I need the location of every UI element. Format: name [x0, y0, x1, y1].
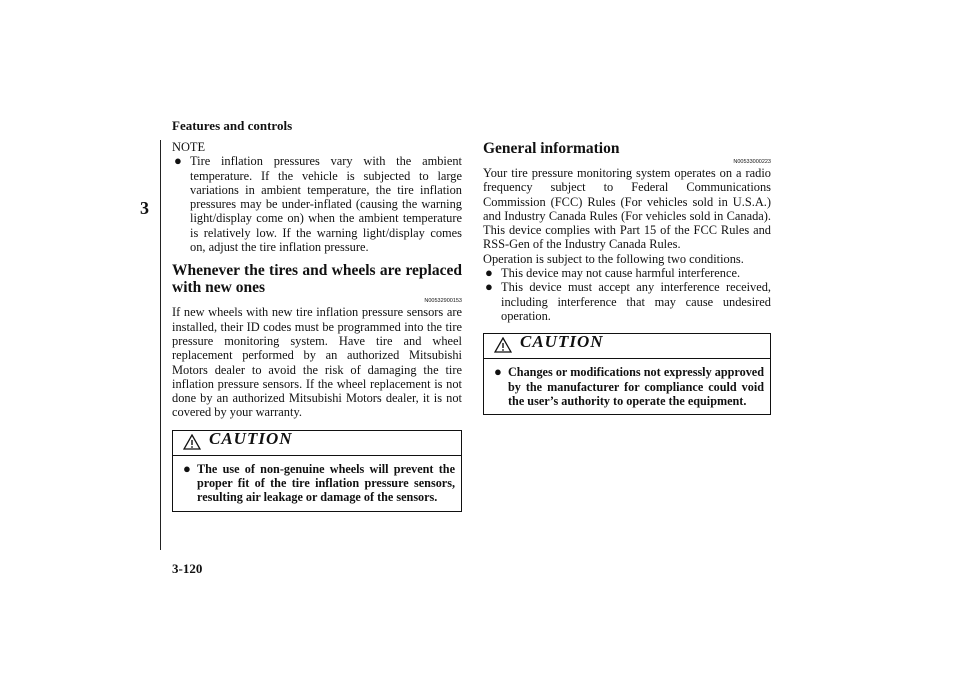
chapter-divider	[160, 140, 161, 550]
caution-body	[484, 359, 770, 414]
caution-header	[173, 428, 461, 456]
right-column	[483, 140, 771, 415]
note-item-text: Tire inflation pressures vary with the ambient temperature. If the vehicle is subjected to large variations in ambient temperature, the tire inflation pressures may be under-inflated (causing the warning light/display come on) when the ambient temperature is relatively low. If the warning light/display comes on, adjust the tire inflation pressure.	[190, 154, 462, 255]
note-label: NOTE	[172, 140, 206, 154]
caution-title: CAUTION	[520, 332, 604, 352]
bullet-icon: ●	[494, 364, 502, 380]
caution-item-text: Changes or modifications not expressly approved by the manufacturer for compliance could void the user’s authority to operate the equipment.	[508, 365, 764, 408]
bullet-icon: ●	[174, 153, 182, 169]
section-code: N00532900153	[424, 298, 462, 305]
conditions-intro: Operation is subject to the following two conditions.	[483, 251, 744, 266]
page-number: 3-120	[172, 561, 203, 576]
condition-item-text: This device must accept any interference received, including interference that may cause undesired operation.	[501, 280, 771, 323]
caution-box	[172, 430, 462, 512]
left-column	[172, 140, 462, 512]
chapter-number: 3	[140, 198, 149, 218]
caution-header	[484, 334, 770, 359]
bullet-icon: ●	[485, 279, 493, 295]
conditions-list	[483, 266, 771, 323]
section-title-wheel-replacement: Whenever the tires and wheels are replaced with new ones	[172, 262, 462, 297]
condition-item-text: This device may not cause harmful interference.	[501, 266, 741, 281]
bullet-icon: ●	[485, 265, 493, 281]
warning-triangle-icon	[183, 434, 201, 450]
bullet-icon: ●	[183, 460, 191, 476]
caution-item	[183, 462, 455, 505]
section-body: If new wheels with new tire inflation pressure sensors are installed, their ID codes must be programmed into the tire pressure monitoring system. Have tire and wheel replacement performed by an authorized Mitsubishi Motors dealer to avoid the risk of damaging the tire inflation pressure sensors. If the wheel replacement is not done by an authorized Mitsubishi Motors dealer, it is not covered by your warranty.	[172, 305, 462, 420]
caution-title: CAUTION	[209, 428, 293, 448]
note-list	[172, 154, 462, 254]
section-code: N00533000223	[733, 159, 771, 165]
condition-item	[483, 266, 771, 280]
condition-item	[483, 280, 771, 323]
section-title-general-information: General information	[483, 140, 620, 157]
caution-body	[173, 456, 461, 511]
caution-item-text: The use of non-genuine wheels will prevent the proper fit of the tire inflation pressure sensors, resulting air leakage or damage of the sensors.	[197, 461, 455, 505]
note-item	[172, 154, 462, 254]
warning-triangle-icon	[494, 337, 512, 353]
section-body: Your tire pressure monitoring system operates on a radio frequency subject to Federal Communications Commission (FCC) Rules (For vehicles sold in U.S.A.) and Industry Canada Rules (For vehicles sold in Canada). This device complies with Part 15 of the FCC Rules and RSS-Gen of the Industry Canada Rules.	[483, 166, 771, 252]
caution-item	[494, 365, 764, 408]
caution-box	[483, 333, 771, 415]
running-header: Features and controls	[172, 118, 293, 133]
